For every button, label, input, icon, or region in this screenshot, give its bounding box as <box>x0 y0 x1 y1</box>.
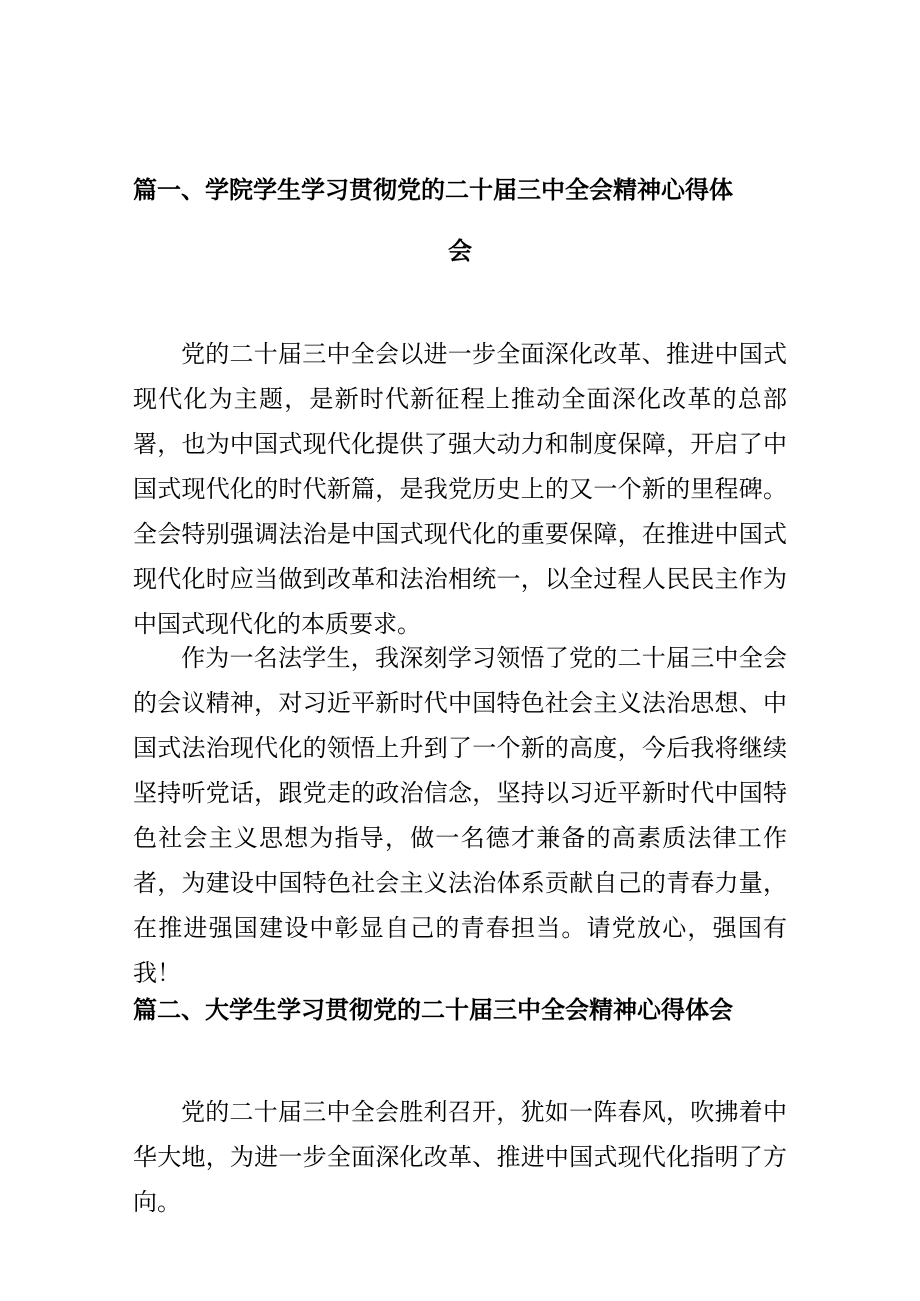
section-2-heading: 篇二、大学生学习贯彻党的二十届三中全会精神心得体会 <box>133 996 733 1024</box>
section-2-paragraph-1: 党的二十届三中全会胜利召开，犹如一阵春风，吹拂着中华大地，为进一步全面深化改革、推进中国式现代化指明了方向。 <box>133 1098 787 1216</box>
section-1-heading-continuation: 会 <box>448 237 472 265</box>
section-1-paragraph-2: 作为一名法学生，我深刻学习领悟了党的二十届三中全会的会议精神，对习近平新时代中国特色社会主义法治思想、中国式法治现代化的领悟上升到了一个新的高度，今后我将继续坚持听党话，跟党走的政治信念，坚持以习近平新时代中国特色社会主义思想为指导，做一名德才兼备的高素质法律工作者，为建设中国特色社会主义法治体系贡献自己的青春力量，在推进强国建设中彰显自己的青春担当。请党放心，强国有我！ <box>133 644 787 987</box>
section-1-paragraph-1: 党的二十届三中全会以进一步全面深化改革、推进中国式现代化为主题，是新时代新征程上推动全面深化改革的总部署，也为中国式现代化提供了强大动力和制度保障，开启了中国式现代化的时代新篇，是我党历史上的又一个新的里程碑。全会特别强调法治是中国式现代化的重要保障，在推进中国式现代化时应当做到改革和法治相统一，以全过程人民民主作为中国式现代化的本质要求。 <box>133 340 787 638</box>
section-1-heading: 篇一、学院学生学习贯彻党的二十届三中全会精神心得体 <box>133 176 733 204</box>
